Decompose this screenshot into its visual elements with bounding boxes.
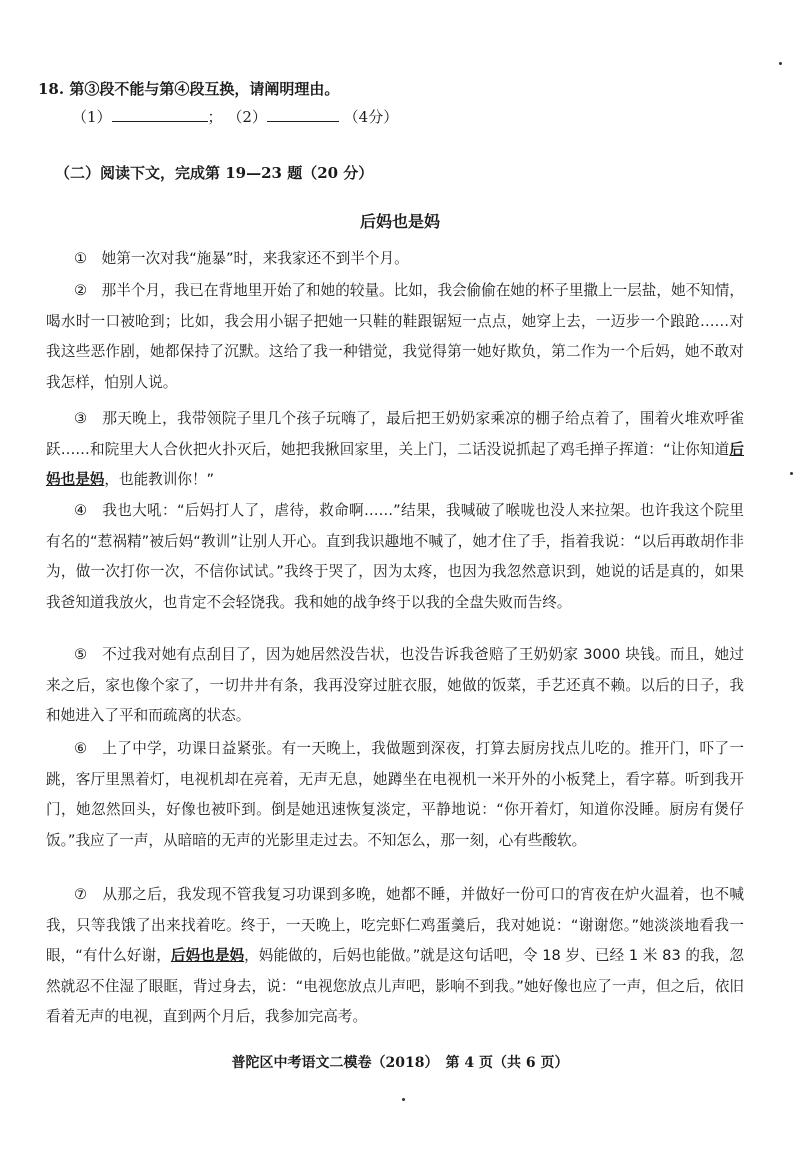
scan-speck	[790, 472, 793, 475]
paragraph-3-text-b: ，也能教训你！”	[104, 471, 215, 488]
paragraph-1: ① 她第一次对我“施暴”时，来我家还不到半个月。	[74, 250, 409, 267]
paragraph-3-emphasis: 后妈也是妈	[46, 440, 744, 488]
answer-blank-1[interactable]	[112, 107, 208, 122]
paragraph-5: ⑤ 不过我对她有点刮目了，因为她居然没告状，也没告诉我爸赔了王奶奶家 3000 块钱。而且，她过来之后，家也像个家了，一切井井有条，我再没穿过脏衣服，她做的饭菜，手艺还真不赖。以后的日子，我和她进入了平和而疏离的状态。	[46, 646, 744, 724]
answer-separator: ；	[207, 108, 223, 126]
scan-speck	[779, 62, 782, 65]
section-heading: （二）阅读下文，完成第 19—23 题（20 分）	[55, 164, 374, 182]
paragraph-4: ④ 我也大吼：“后妈打人了，虐待，救命啊……”结果，我喊破了喉咙也没人来拉架。也许我这个院里有名的“惹祸精”被后妈“教训”让别人开心。直到我识趣地不喊了，她才住了手，指着我说：“以后再敢胡作非为，做一次打你一次，不信你试试。”我终于哭了，因为太疼，也因为我忽然意识到，她说的话是真的，如果我爸知道我放火，也肯定不会轻饶我。我和她的战争终于以我的全盘失败而告终。	[46, 502, 744, 611]
paragraph-7-text-b: ，妈能做的，后妈也能做。”就是这句话吧，令 18 岁、已经 1 米 83 的我，忽然就忍不住湿了眼眶，背过身去，说：“电视您放点儿声吧，影响不到我。”她好像也应了一声，但之后，依旧看着无声的电视，直到两个月后，我参加完高考。	[46, 947, 744, 1025]
paragraph-7	[46, 880, 744, 1033]
answer-part2-label: （2）	[227, 108, 267, 126]
page-footer: 普陀区中考语文二模卷（2018） 第 4 页（共 6 页）	[231, 1055, 569, 1071]
answer-blank-2[interactable]	[267, 107, 339, 122]
paragraph-3-text-a: ③ 那天晚上，我带领院子里几个孩子玩嗨了，最后把王奶奶家乘凉的棚子给点着了，围着火堆欢呼雀跃……和院里大人合伙把火扑灭后，她把我揪回家里，关上门，二话没说抓起了鸡毛掸子挥道：“让你知道	[46, 410, 744, 458]
article-title: 后妈也是妈	[359, 212, 440, 231]
paragraph-6: ⑥ 上了中学，功课日益紧张。有一天晚上，我做题到深夜，打算去厨房找点儿吃的。推开门，吓了一跳，客厅里黑着灯，电视机却在亮着，无声无息，她蹲坐在电视机一米开外的小板凳上，看字幕。听到我开门，她忽然回头，好像也被吓到。倒是她迅速恢复淡定，平静地说：“你开着灯，知道你没睡。厨房有煲仔饭。”我应了一声，从暗暗的无声的光影里走过去。不知怎么，那一刻，心有些酸软。	[46, 740, 744, 849]
paragraph-7-emphasis: 后妈也是妈	[170, 947, 245, 964]
answer-part1-label: （1）	[72, 108, 112, 126]
question-18: 18. 第③段不能与第④段互换，请阐明理由。	[38, 80, 340, 98]
paragraph-7-text-a: ⑦ 从那之后，我发现不管我复习功课到多晚，她都不睡，并做好一份可口的宵夜在炉火温着，也不喊我，只等我饿了出来找着吃。终于，一天晚上，吃完虾仁鸡蛋羹后，我对她说：“谢谢您。”她淡淡地看我一眼，“有什么好谢，	[46, 886, 744, 964]
scan-speck	[402, 1098, 405, 1101]
paragraph-3	[46, 404, 744, 496]
question-score: （4分）	[343, 108, 399, 126]
paragraph-2: ② 那半个月，我已在背地里开始了和她的较量。比如，我会偷偷在她的杯子里撒上一层盐，她不知情，喝水时一口被呛到；比如，我会用小锯子把她一只鞋的鞋跟锯短一点点，她穿上去，一迈步一个踉跄……对我这些恶作剧，她都保持了沉默。这给了我一种错觉，我觉得第一她好欺负，第二作为一个后妈，她不敢对我怎样，怕别人说。	[46, 282, 744, 391]
question-18-answer-line	[72, 106, 398, 127]
